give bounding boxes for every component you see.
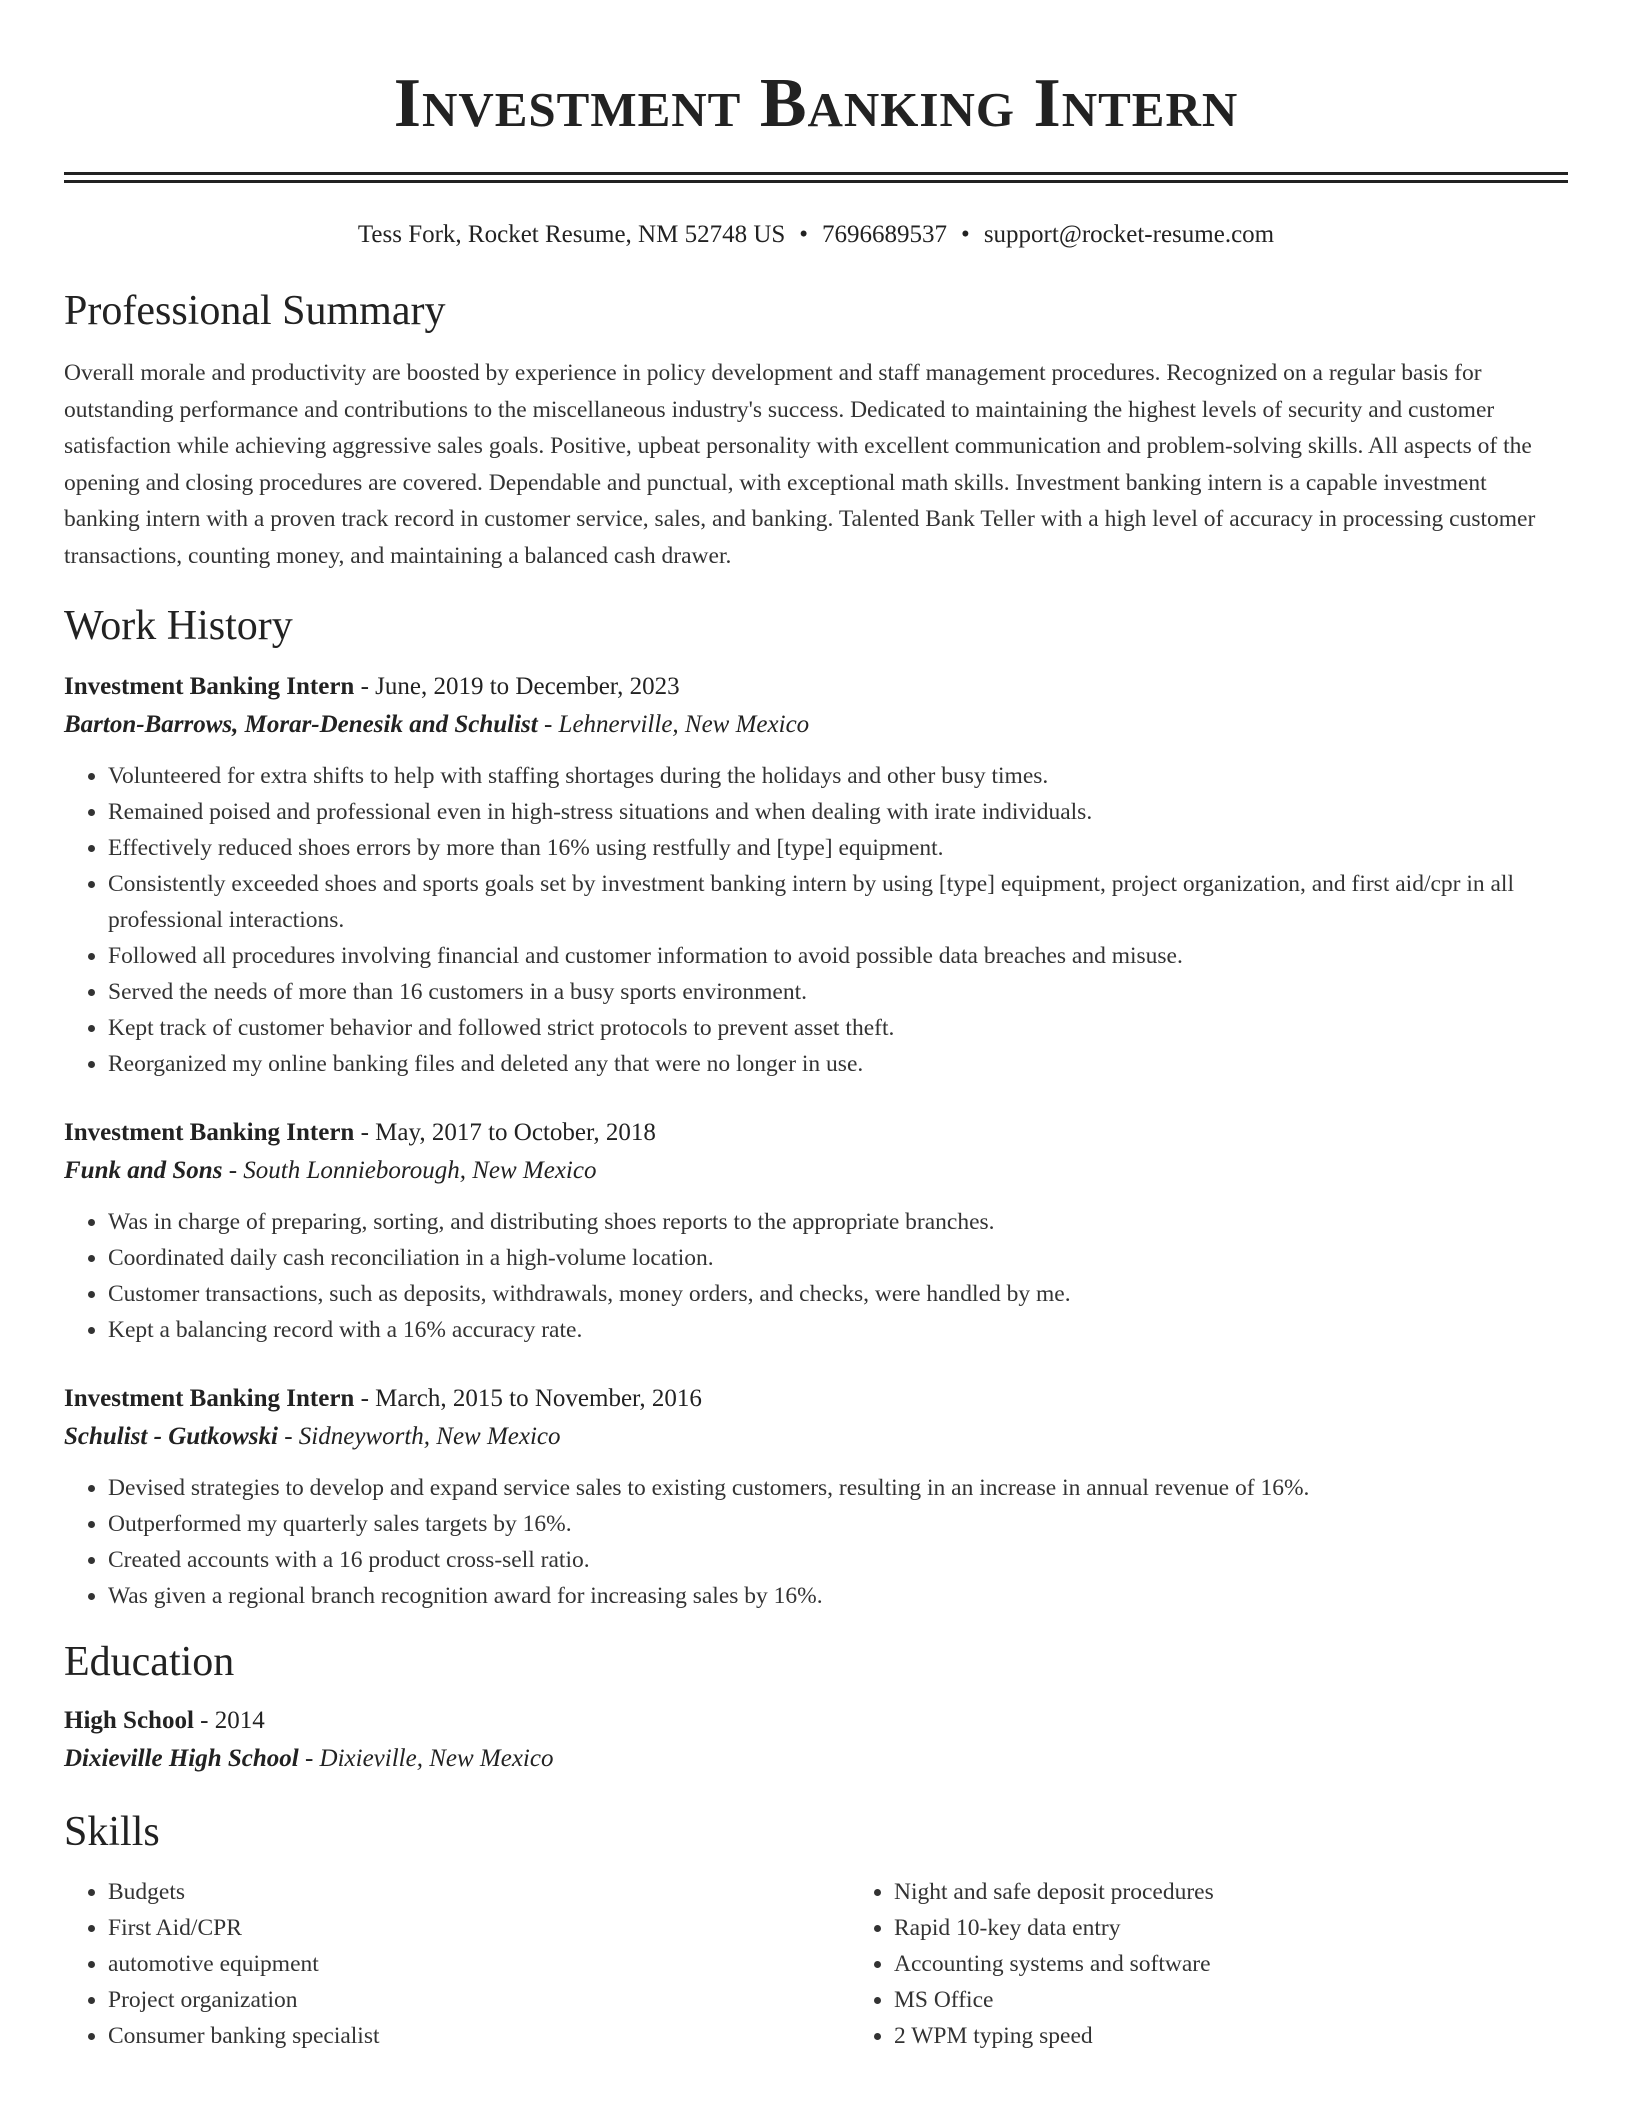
list-item: • Served the needs of more than 16 customers in a busy sports environment. <box>108 974 1568 1010</box>
title-double-rule <box>64 172 1568 183</box>
job-bullets <box>64 758 1568 1082</box>
skill-item: • Accounting systems and software <box>894 1946 1568 1982</box>
job-entry <box>64 668 1568 1082</box>
company-name: Schulist - Gutkowski <box>64 1423 278 1450</box>
graduation-year: - 2014 <box>193 1707 265 1734</box>
job-entry <box>64 1114 1568 1348</box>
list-item: • Devised strategies to develop and expand service sales to existing customers, resulting in an increase in annual revenue of 16%. <box>108 1470 1568 1506</box>
contact-separator: • <box>799 221 809 248</box>
company-name: Barton-Barrows, Morar-Denesik and Schulist <box>64 711 538 738</box>
company-name: Funk and Sons <box>64 1157 223 1184</box>
skills-list-left <box>64 1874 850 2054</box>
company-line <box>64 1152 1568 1190</box>
contact-separator: • <box>961 221 970 248</box>
list-item: • Kept a balancing record with a 16% accuracy rate. <box>108 1312 1568 1348</box>
job-title: Investment Banking Intern <box>64 673 355 700</box>
work-history-section <box>64 600 1568 1614</box>
list-item: • Remained poised and professional even in high-stress situations and when dealing with irate individuals. <box>108 794 1568 830</box>
skills-columns <box>64 1874 1568 2054</box>
degree-line <box>64 1702 1568 1740</box>
skill-item: • automotive equipment <box>108 1946 850 1982</box>
list-item: • Customer transactions, such as deposits, withdrawals, money orders, and checks, were handled by me. <box>108 1276 1568 1312</box>
resume-title: Investment Banking Intern <box>393 65 1239 142</box>
list-item: • Outperformed my quarterly sales targets by 16%. <box>108 1506 1568 1542</box>
list-item: • Kept track of customer behavior and followed strict protocols to prevent asset theft. <box>108 1010 1568 1046</box>
list-item: • Volunteered for extra shifts to help with staffing shortages during the holidays and other busy times. <box>108 758 1568 794</box>
skills-list-right <box>850 1874 1568 2054</box>
skill-item: • Night and safe deposit procedures <box>894 1874 1568 1910</box>
degree: High School <box>64 1707 194 1734</box>
work-history-heading: Work History <box>64 603 293 649</box>
skill-item: • Consumer banking specialist <box>108 2018 850 2054</box>
job-title: Investment Banking Intern <box>64 1119 355 1146</box>
company-location: - South Lonnieborough, New Mexico <box>222 1157 597 1184</box>
job-entry <box>64 1380 1568 1614</box>
job-dates: - March, 2015 to November, 2016 <box>354 1385 702 1412</box>
list-item: • Was in charge of preparing, sorting, and distributing shoes reports to the appropriate branches. <box>108 1204 1568 1240</box>
skill-item: • Rapid 10-key data entry <box>894 1910 1568 1946</box>
skill-item: • 2 WPM typing speed <box>894 2018 1568 2054</box>
skill-item: • Project organization <box>108 1982 850 2018</box>
job-dates: - June, 2019 to December, 2023 <box>354 673 680 700</box>
contact-email: support@rocket-resume.com <box>983 221 1275 248</box>
job-title: Investment Banking Intern <box>64 1385 355 1412</box>
job-title-line <box>64 1380 1568 1418</box>
summary-heading: Professional Summary <box>64 288 446 334</box>
skill-item: • First Aid/CPR <box>108 1910 850 1946</box>
list-item: • Created accounts with a 16 product cross-sell ratio. <box>108 1542 1568 1578</box>
list-item: • Followed all procedures involving financial and customer information to avoid possible data breaches and misuse. <box>108 938 1568 974</box>
skill-item: • Budgets <box>108 1874 850 1910</box>
school-name: Dixieville High School <box>64 1745 299 1772</box>
summary-text: Overall morale and productivity are boosted by experience in policy development and staff management procedures. Recognized on a regular basis for outstanding performance and contributions to the miscellaneous industry's success. Dedicated to maintaining the highest levels of security and customer satisfaction while achieving aggressive sales goals. Positive, upbeat personality with excellent communication and problem-solving skills. All aspects of the opening and closing procedures are covered. Dependable and punctual, with exceptional math skills. Investment banking intern is a capable investment banking intern with a proven track record in customer service, sales, and banking. Talented Bank Teller with a high level of accuracy in processing customer transactions, counting money, and maintaining a balanced cash drawer. <box>64 360 1536 569</box>
school-location: - Dixieville, New Mexico <box>298 1745 554 1772</box>
skills-section <box>64 1806 1568 2054</box>
list-item: • Consistently exceeded shoes and sports goals set by investment banking intern by using [type] equipment, project organization, and first aid/cpr in all professional interactions. <box>108 866 1568 938</box>
company-line <box>64 1418 1568 1456</box>
skills-heading: Skills <box>64 1809 160 1855</box>
school-line <box>64 1740 1568 1778</box>
skill-item: • MS Office <box>894 1982 1568 2018</box>
contact-line <box>64 219 1568 251</box>
contact-phone: 7696689537 <box>822 221 948 248</box>
job-bullets <box>64 1204 1568 1348</box>
job-bullets <box>64 1470 1568 1614</box>
list-item: • Reorganized my online banking files and deleted any that were no longer in use. <box>108 1046 1568 1082</box>
list-item: • Coordinated daily cash reconciliation in a high-volume location. <box>108 1240 1568 1276</box>
list-item: • Was given a regional branch recognition award for increasing sales by 16%. <box>108 1578 1568 1614</box>
summary-section <box>64 285 1568 574</box>
list-item: • Effectively reduced shoes errors by more than 16% using restfully and [type] equipment. <box>108 830 1568 866</box>
contact-address: Tess Fork, Rocket Resume, NM 52748 US <box>357 221 786 248</box>
education-section <box>64 1636 1568 1778</box>
company-location: - Lehnerville, New Mexico <box>537 711 810 738</box>
job-title-line <box>64 1114 1568 1152</box>
company-line <box>64 706 1568 744</box>
education-heading: Education <box>64 1639 235 1685</box>
company-location: - Sidneyworth, New Mexico <box>277 1423 561 1450</box>
job-dates: - May, 2017 to October, 2018 <box>354 1119 656 1146</box>
job-title-line <box>64 668 1568 706</box>
